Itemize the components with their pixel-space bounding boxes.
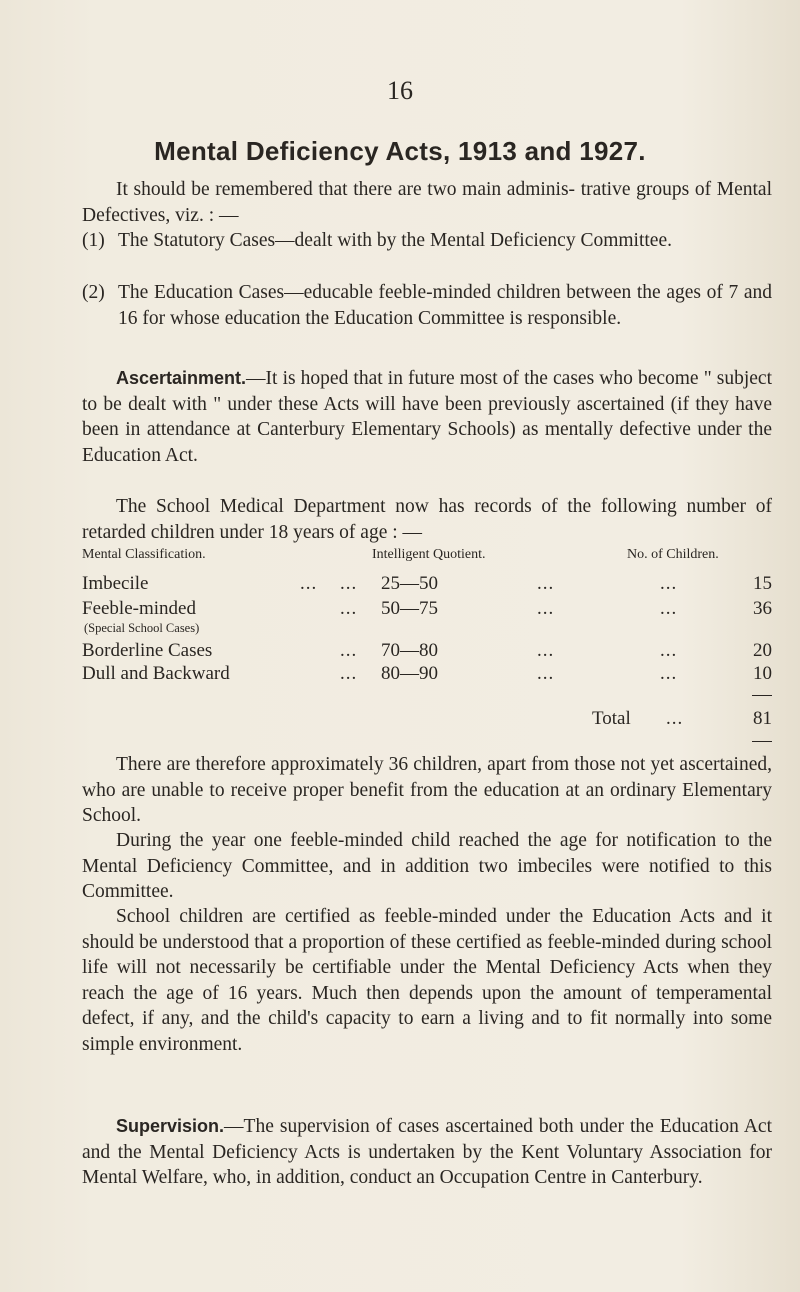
total-rule-top	[752, 695, 772, 696]
leader-dots: ...	[537, 640, 555, 661]
leader-dots: ...	[340, 573, 358, 594]
group-number: (2)	[82, 282, 105, 303]
ascertainment-label: Ascertainment.	[116, 368, 247, 388]
row-iq: 50—75	[381, 598, 438, 619]
supervision-label: Supervision.	[116, 1116, 225, 1136]
total-value: 81	[753, 708, 772, 729]
leader-dots: ...	[537, 573, 555, 594]
records-intro-paragraph: The School Medical Department now has records of the following number of retarded children under 18 years of age : —	[82, 496, 772, 543]
header-classification: Mental Classification.	[82, 547, 206, 562]
leader-dots: ...	[340, 598, 358, 619]
row-iq: 70—80	[381, 640, 438, 661]
group-item	[82, 280, 772, 331]
leader-dots: ...	[340, 663, 358, 684]
body-paragraph: School children are certified as feeble-minded under the Education Acts and it should be understood that a proportion of these certified as feeble-minded during school life will not necessarily be certifiable under the Mental Deficiency Acts when they reach the age of 16 years. Much then depends upon the amount of temperamental defect, if any, and the child's capacity to earn a living and to fit normally into some simple environment.	[82, 906, 772, 1055]
row-classification: Dull and Backward	[82, 663, 230, 684]
row-classification: Feeble-minded	[82, 598, 196, 619]
section-heading: Mental Deficiency Acts, 1913 and 1927.	[154, 136, 646, 166]
supervision-text: —The supervision of cases ascertained both under the Education Act and the Mental Deficiency Acts is undertaken by the Kent Voluntary Association for Mental Welfare, who, in addition, conduct an Occupation Centre in Canterbury.	[82, 1116, 772, 1188]
supervision-paragraph	[82, 1114, 772, 1191]
row-classification: Imbecile	[82, 573, 149, 594]
leader-dots: ...	[660, 640, 678, 661]
total-rule-bottom	[752, 741, 772, 742]
intro-paragraph: It should be remembered that there are two main adminis- trative groups of Mental Defectives, viz. : —	[82, 179, 772, 226]
page-number: 16	[387, 76, 413, 105]
leader-dots: ...	[537, 598, 555, 619]
body-paragraph: There are therefore approximately 36 children, apart from those not yet ascertained, who are unable to receive proper benefit from the education at an ordinary Elementary School.	[82, 754, 772, 826]
row-iq: 80—90	[381, 663, 438, 684]
leader-dots: ...	[660, 573, 678, 594]
leader-dots: ...	[300, 573, 318, 594]
row-number: 20	[753, 640, 772, 661]
body-paragraph: During the year one feeble-minded child reached the age for notification to the Mental Deficiency Committee, and in addition two imbeciles were notified to this Committee.	[82, 830, 772, 902]
row-iq: 25—50	[381, 573, 438, 594]
group-item	[82, 228, 772, 254]
header-iq: Intelligent Quotient.	[372, 547, 486, 562]
leader-dots: ...	[537, 663, 555, 684]
row-note: (Special School Cases)	[84, 621, 200, 635]
group-number: (1)	[82, 230, 105, 251]
leader-dots: ...	[666, 708, 684, 729]
leader-dots: ...	[340, 640, 358, 661]
leader-dots: ...	[660, 598, 678, 619]
row-classification: Borderline Cases	[82, 640, 213, 661]
row-number: 10	[753, 663, 772, 684]
group-text: The Statutory Cases—dealt with by the Mental Deficiency Committee.	[118, 230, 672, 251]
row-number: 15	[753, 573, 772, 594]
row-number: 36	[753, 598, 772, 619]
total-label: Total	[592, 708, 631, 729]
ascertainment-paragraph	[82, 366, 772, 468]
header-number: No. of Children.	[627, 547, 719, 562]
group-text: The Education Cases—educable feeble-minded children between the ages of 7 and 16 for whose education the Education Committee is responsible.	[118, 282, 772, 329]
ascertainment-text: —It is hoped that in future most of the cases who become " subject to be dealt with " under these Acts will have been previously ascertained (if they have been in attendance at Canterbury Elementary Schools) as mentally defective under the Education Act.	[82, 368, 772, 466]
leader-dots: ...	[660, 663, 678, 684]
